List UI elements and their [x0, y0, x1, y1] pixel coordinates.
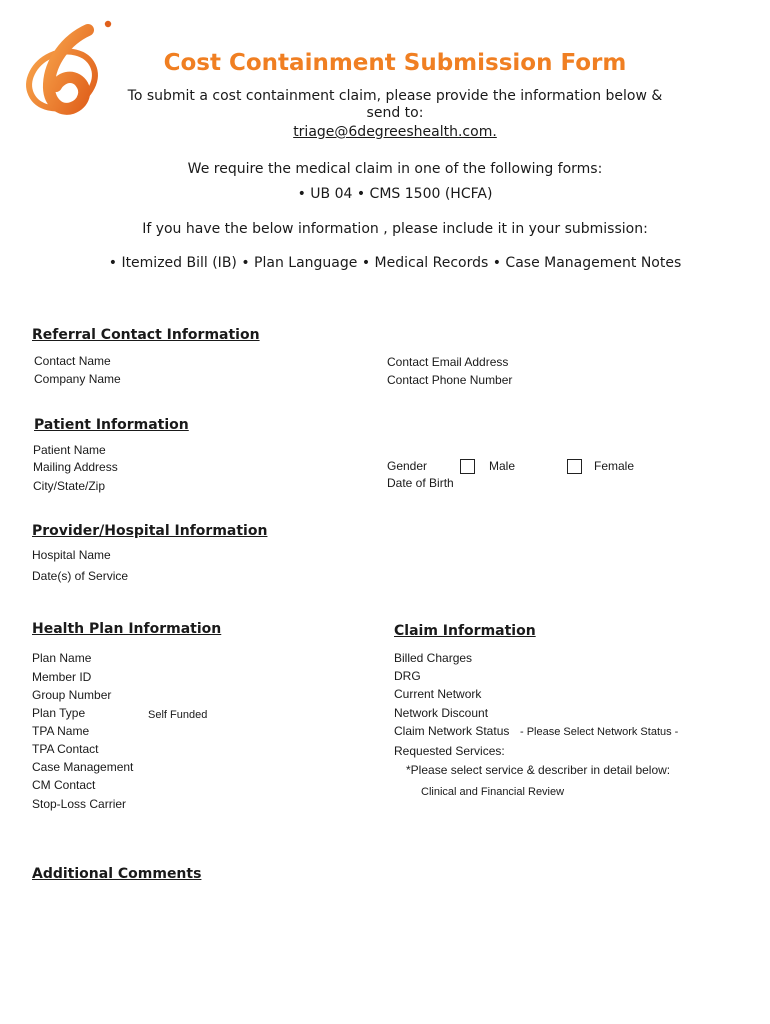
forms-list: • UB 04 • CMS 1500 (HCFA) [297, 186, 493, 202]
male-checkbox[interactable] [460, 459, 475, 474]
patient-name-label: Patient Name [33, 443, 106, 457]
contact-email-label: Contact Email Address [387, 355, 509, 369]
include-note: If you have the below information , please include it in your submission: [142, 221, 648, 237]
female-label: Female [594, 459, 635, 473]
plan-type-select[interactable]: Self Funded [148, 709, 208, 721]
tpa-name-label: TPA Name [32, 724, 90, 738]
select-service-note: *Please select service & describer in detail below: [406, 763, 671, 777]
hospital-name-label: Hospital Name [32, 548, 111, 562]
city-state-zip-label: City/State/Zip [33, 479, 106, 493]
female-checkbox[interactable] [567, 459, 582, 474]
triage-email-link[interactable]: triage@6degreeshealth.com. [293, 124, 497, 140]
company-name-label: Company Name [34, 372, 121, 386]
requested-services-label: Requested Services: [394, 744, 505, 758]
member-id-label: Member ID [32, 670, 92, 684]
claim-heading: Claim Information [394, 623, 536, 639]
plan-name-label: Plan Name [32, 651, 92, 665]
network-discount-label: Network Discount [394, 706, 489, 720]
plan-type-label: Plan Type [32, 706, 86, 720]
dates-of-service-label: Date(s) of Service [32, 569, 129, 583]
contact-phone-label: Contact Phone Number [387, 373, 513, 387]
additional-comments-heading: Additional Comments [32, 866, 202, 882]
include-list: • Itemized Bill (IB) • Plan Language • Medical Records • Case Management Notes [108, 255, 682, 271]
claim-network-status-label: Claim Network Status [394, 724, 510, 738]
contact-name-label: Contact Name [34, 354, 111, 368]
claim-network-status-select[interactable]: - Please Select Network Status - [520, 726, 679, 738]
intro-line-2: send to: [366, 105, 424, 121]
provider-heading: Provider/Hospital Information [32, 523, 268, 539]
current-network-label: Current Network [394, 687, 482, 701]
mailing-address-label: Mailing Address [33, 460, 118, 474]
intro-line-1: To submit a cost containment claim, please provide the information below & [127, 88, 663, 104]
form-title: Cost Containment Submission Form [163, 50, 627, 76]
referral-heading: Referral Contact Information [32, 327, 260, 343]
group-number-label: Group Number [32, 688, 112, 702]
stop-loss-label: Stop-Loss Carrier [32, 797, 127, 811]
patient-heading: Patient Information [34, 417, 189, 433]
forms-requirement: We require the medical claim in one of the following forms: [187, 161, 603, 177]
case-management-label: Case Management [32, 760, 134, 774]
dob-label: Date of Birth [387, 476, 454, 490]
billed-charges-label: Billed Charges [394, 651, 473, 665]
male-label: Male [489, 459, 516, 473]
cm-contact-label: CM Contact [32, 778, 96, 792]
health-plan-heading: Health Plan Information [32, 621, 222, 637]
tpa-contact-label: TPA Contact [32, 742, 99, 756]
service-select[interactable]: Clinical and Financial Review [421, 786, 565, 798]
gender-label: Gender [387, 459, 428, 473]
drg-label: DRG [394, 669, 421, 683]
